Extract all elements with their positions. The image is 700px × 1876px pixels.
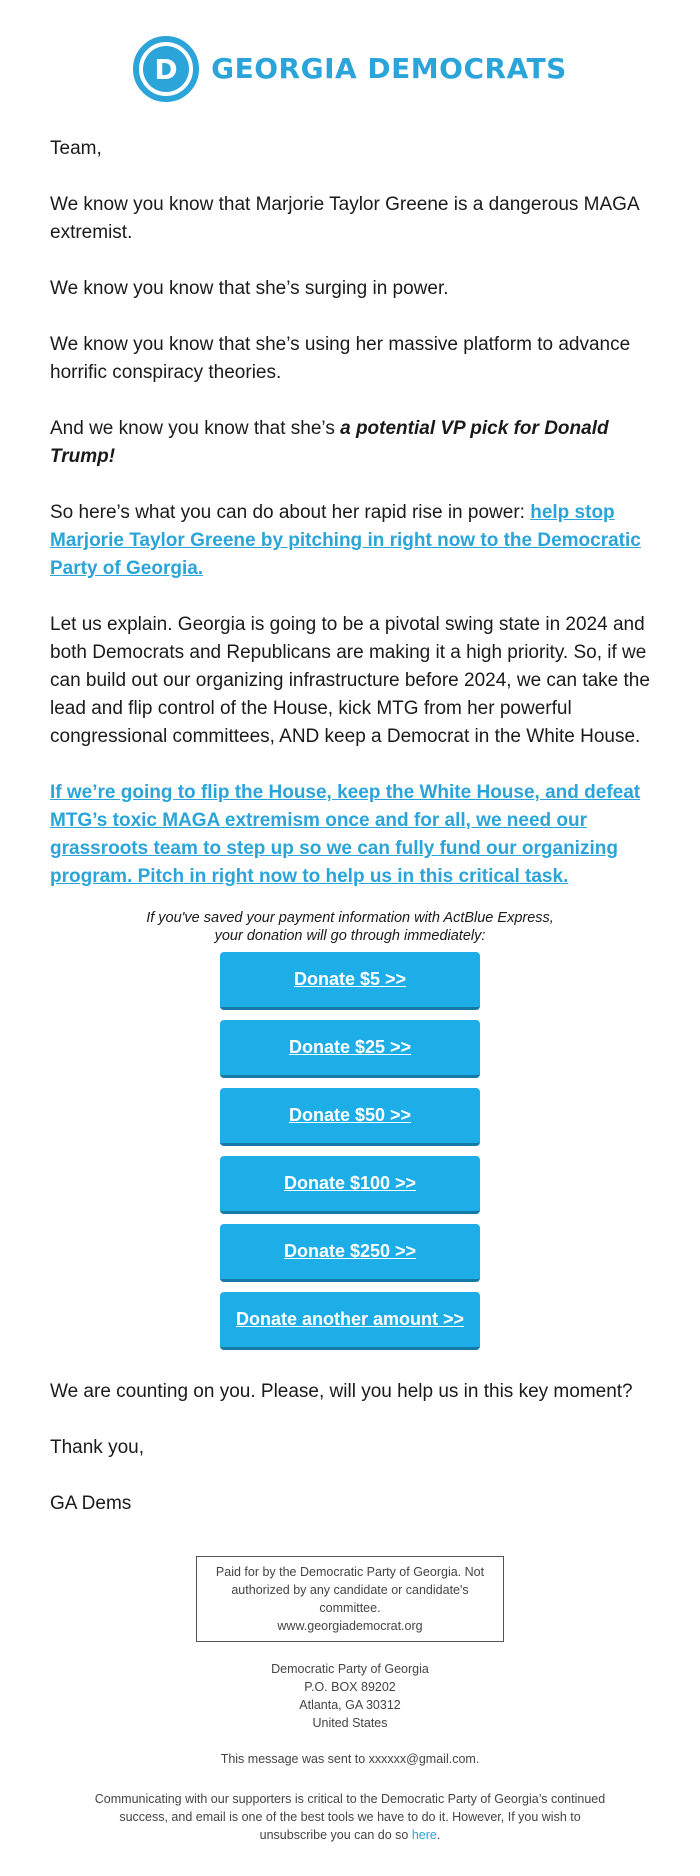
unsubscribe-text: Communicating with our supporters is critical to the Democratic Party of Georgia’s continued success, and email is one of the best tools we have to do it. However, If you wish to unsubscribe you can do so <box>94 1792 606 1842</box>
paragraph-4-emphasis: a potential VP pick for Donald Trump! <box>50 418 609 467</box>
city: Atlanta, GA 30312 <box>299 1698 401 1712</box>
donate-100-button[interactable]: Donate $100 >> <box>220 1156 480 1214</box>
closing <box>50 1378 650 1518</box>
donate-buttons <box>50 952 650 1360</box>
actblue-note-line-1: If you've saved your payment information with ActBlue Express, <box>146 910 554 926</box>
footer <box>0 1556 700 1844</box>
actblue-note <box>50 909 650 945</box>
flip-house-link[interactable]: If we’re going to flip the House, keep the White House, and defeat MTG’s toxic MAGA extremism once and for all, we need our grassroots team to step up so we can fully fund our organizing program. Pitch in right now to help us in this critical task. <box>50 782 641 887</box>
unsubscribe-period: . <box>436 1828 441 1842</box>
closing-ask: We are counting on you. Please, will you help us in this key moment? <box>50 1381 633 1402</box>
help-stop-mtg-link[interactable]: help stop Marjorie Taylor Greene by pitching in right now to the Democratic Party of Georgia. <box>50 502 641 579</box>
paragraph-6: Let us explain. Georgia is going to be a pivotal swing state in 2024 and both Democrats and Republicans are making it a high priority. So, if we can build out our organizing infrastructure before 2024, we can take the lead and flip control of the House, kick MTG from her powerful congressional committees, AND keep a Democrat in the White House. <box>50 614 650 747</box>
paragraph-2: We know you know that she’s surging in power. <box>50 278 449 299</box>
signature: GA Dems <box>50 1493 132 1514</box>
mailing-address <box>0 1660 700 1732</box>
paragraph-5-lead: So here’s what you can do about her rapid rise in power: <box>50 502 531 523</box>
header <box>0 0 700 135</box>
po-box: P.O. BOX 89202 <box>304 1680 396 1694</box>
paragraph-3: We know you know that she’s using her massive platform to advance horrific conspiracy theories. <box>50 334 631 383</box>
closing-thanks: Thank you, <box>50 1437 144 1458</box>
paragraph-4-lead: And we know you know that she’s <box>50 418 341 439</box>
paragraph-5 <box>50 499 650 583</box>
donate-25-button[interactable]: Donate $25 >> <box>220 1020 480 1078</box>
unsubscribe-note <box>90 1790 610 1844</box>
email-body <box>0 135 700 1518</box>
brand-name: GEORGIA DEMOCRATS <box>211 52 567 85</box>
paragraph-4 <box>50 415 650 471</box>
country: United States <box>312 1716 388 1730</box>
donate-other-amount-button[interactable]: Donate another amount >> <box>220 1292 480 1350</box>
democrats-d-logo-icon <box>133 36 199 102</box>
paragraph-1: We know you know that Marjorie Taylor Greene is a dangerous MAGA extremist. <box>50 194 639 243</box>
donate-250-button[interactable]: Donate $250 >> <box>220 1224 480 1282</box>
donate-50-button[interactable]: Donate $50 >> <box>220 1088 480 1146</box>
paid-for-disclaimer <box>196 1556 504 1642</box>
donate-5-button[interactable]: Donate $5 >> <box>220 952 480 1010</box>
logo[interactable] <box>133 36 567 102</box>
org-name: Democratic Party of Georgia <box>271 1662 429 1676</box>
actblue-note-line-2: your donation will go through immediately: <box>214 928 486 944</box>
unsubscribe-link[interactable]: here <box>411 1828 437 1842</box>
paragraph-7 <box>50 779 650 891</box>
website-text: www.georgiademocrat.org <box>277 1619 423 1633</box>
greeting: Team, <box>50 138 102 159</box>
sent-to: This message was sent to xxxxxx@gmail.com. <box>220 1752 480 1766</box>
paid-for-text: Paid for by the Democratic Party of Georgia. Not authorized by any candidate or candidate's committee. <box>215 1565 485 1615</box>
logo-letter: D <box>154 52 178 86</box>
